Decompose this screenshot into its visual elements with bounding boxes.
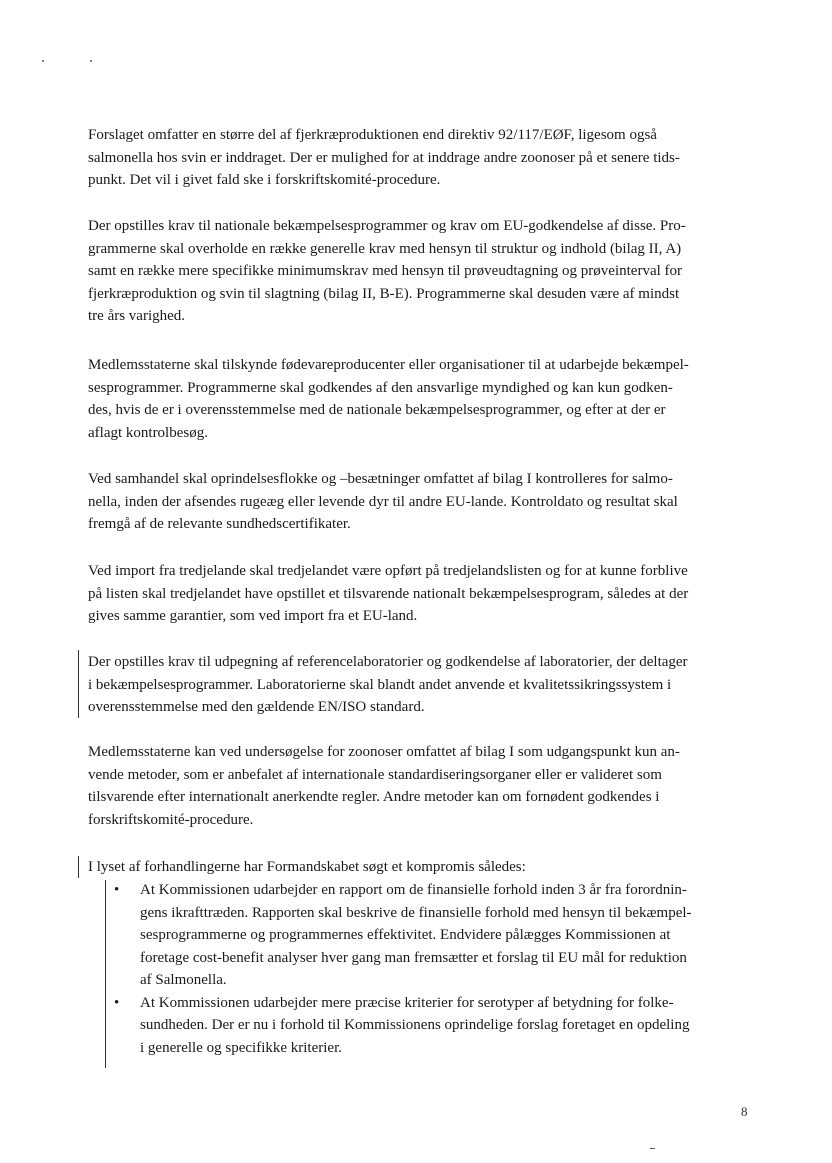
text-line: Forslaget omfatter en større del af fjerkræproduktionen end direktiv 92/117/EØF, ligesom også [88,127,657,143]
paragraph-methods [88,741,756,831]
text-line: des, hvis de er i overensstemmelse med de nationale bekæmpelsesprogrammer, og efter at der er [88,402,666,418]
text-line: samt en række mere specifikke minimumskrav med hensyn til prøveudtagning og prøveinterval for [88,263,683,279]
scan-speck [90,60,92,62]
text-line: sundheden. Der er nu i forhold til Kommissionens oprindelige forslag foretaget en opdeling [140,1017,690,1033]
text-line: af Salmonella. [140,972,227,988]
text-line: vende metoder, som er anbefalet af internationale standardiseringsorganer eller er valideret som [88,766,662,783]
paragraph-member-states [88,354,756,444]
text-line: i bekæmpelsesprogrammer. Laboratorierne skal blandt andet anvende et kvalitetssikringssystem i [88,676,672,693]
text-line: overensstemmelse med den gældende EN/ISO standard. [88,699,425,715]
revision-bar [78,650,79,718]
paragraph-compromise-intro [88,856,756,879]
compromise-bullet-list [112,879,762,1059]
text-line: sesprogrammerne og programmernes effektivitet. Endvidere pålægges Kommissionen at [140,927,671,943]
paragraph-trade [88,468,756,536]
text-line: i generelle og specifikke kriterier. [140,1039,342,1056]
text-line: på listen skal tredjelandet have opstillet et tilsvarende nationalt bekæmpelsesprogram, således at der [88,585,689,602]
paragraph-laboratories [88,651,756,719]
bullet-marker: • [114,994,120,1011]
scan-speck [650,1148,655,1149]
text-line: Der opstilles krav til nationale bekæmpelsesprogrammer og krav om EU-godkendelse af disse. Pro- [88,218,686,234]
text-line: tre års varighed. [88,308,186,324]
text-line: fjerkræproduktion og svin til slagtning (bilag II, B-E). Programmerne skal desuden være af mindst [88,285,680,302]
text-line: grammerne skal overholde en række generelle krav med hensyn til struktur og indhold (bilag II, A) [88,240,682,257]
text-line: At Kommissionen udarbejder en rapport om de finansielle forhold inden 3 år fra forordnin- [140,882,687,898]
revision-bar [105,880,106,1068]
scan-speck [42,60,44,62]
text-line: aflagt kontrolbesøg. [88,424,208,441]
text-line: tilsvarende efter internationalt anerkendte regler. Andre metoder kan om fornødent godkendes i [88,789,660,805]
bullet-item-serotype-criteria [112,992,762,1060]
page-number: 8 [741,1104,748,1119]
text-line: Medlemsstaterne kan ved undersøgelse for zoonoser omfattet af bilag I som udgangspunkt kun an- [88,744,680,760]
text-line: fremgå af de relevante sundhedscertifikater. [88,516,351,532]
text-line: At Kommissionen udarbejder mere præcise kriterier for serotyper af betydning for folke- [140,994,674,1011]
paragraph-import [88,560,756,628]
text-line: nella, inden der afsendes rugeæg eller levende dyr til andre EU-lande. Kontroldato og resultat skal [88,493,678,510]
bullet-marker: • [114,882,120,898]
text-line: forskriftskomité-procedure. [88,811,254,828]
bullet-item-financial-report [112,879,762,992]
text-line: I lyset af forhandlingerne har Formandskabet søgt et kompromis således: [88,859,526,875]
paragraph-scope [88,124,756,192]
text-line: sesprogrammer. Programmerne skal godkendes af den ansvarlige myndighed og kan kun godken- [88,379,673,396]
revision-bar [78,856,79,878]
text-line: Ved import fra tredjelande skal tredjelandet være opført på tredjelandslisten og for at kunne forblive [88,563,688,579]
text-line: Ved samhandel skal oprindelsesflokke og –besætninger omfattet af bilag I kontrolleres for salmo- [88,471,673,487]
text-line: Der opstilles krav til udpegning af referencelaboratorier og godkendelse af laboratorier, der deltager [88,654,688,670]
paragraph-programmes [88,215,756,328]
text-line: Medlemsstaterne skal tilskynde fødevareproducenter eller organisationer til at udarbejde bekæmpel- [88,357,689,373]
text-line: gens ikrafttræden. Rapporten skal beskrive de finansielle forhold med hensyn til bekæmpel- [140,904,692,921]
text-line: foretage cost-benefit analyser hver gang man fremsætter et forslag til EU mål for reduktion [140,949,687,966]
text-line: punkt. Det vil i givet fald ske i forskriftskomité-procedure. [88,172,441,188]
text-line: gives samme garantier, som ved import fra et EU-land. [88,608,418,624]
text-line: salmonella hos svin er inddraget. Der er mulighed for at inddrage andre zoonoser på et senere tids- [88,149,680,166]
